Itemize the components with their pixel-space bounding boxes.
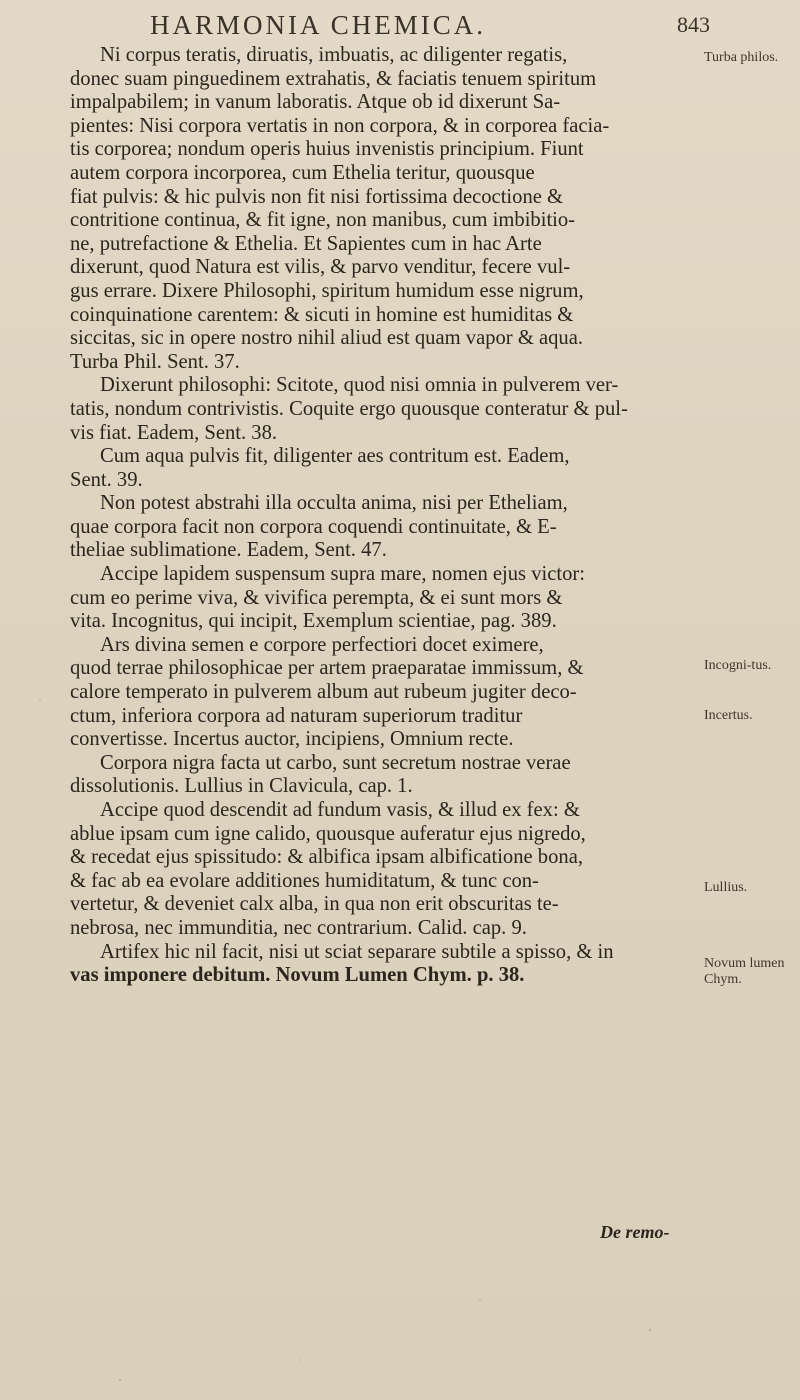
text-line: ne, putrefactione & Ethelia. Et Sapientes cum in hac Arte	[70, 232, 542, 255]
text-line: contritione continua, & fit igne, non manibus, cum imbibitio-	[70, 209, 576, 232]
text-line: vita. Incognitus, qui incipit, Exemplum scientiae, pag. 389.	[70, 610, 557, 633]
text-line: dixerunt, quod Natura est vilis, & parvo venditur, fecere vul-	[70, 256, 571, 279]
text-line: fiat pulvis: & hic pulvis non fit nisi fortissima decoctione &	[70, 185, 564, 208]
text-line: vas imponere debitum. Novum Lumen Chym. p. 38.	[70, 964, 525, 987]
text-line: dissolutionis. Lullius in Clavicula, cap. 1.	[70, 775, 413, 798]
page-number: 843	[677, 12, 710, 37]
text-line: Sent. 39.	[70, 468, 143, 491]
text-line: Accipe quod descendit ad fundum vasis, & illud ex fex: &	[100, 799, 580, 821]
text-line: ablue ipsam cum igne calido, quousque auferatur ejus nigredo,	[70, 822, 586, 845]
margin-note: Turba philos.	[704, 50, 779, 65]
text-line: & fac ab ea evolare additiones humiditatum, & tunc con-	[70, 869, 539, 892]
text-line: Cum aqua pulvis fit, diligenter aes contritum est. Eadem,	[100, 445, 570, 468]
text-line: nebrosa, nec immunditia, nec contrarium. Calid. cap. 9.	[70, 916, 527, 939]
text-line: tis corporea; nondum operis huius invenistis principium. Fiunt	[70, 138, 584, 161]
margin-note: Incogni-tus.	[704, 658, 772, 673]
text-line: ctum, inferiora corpora ad naturam superiorum traditur	[70, 704, 523, 727]
text-line: vis fiat. Eadem, Sent. 38.	[70, 421, 278, 444]
margin-note: Incertus.	[704, 708, 753, 723]
text-line: vertetur, & deveniet calx alba, in qua non erit obscuritas te-	[70, 893, 559, 916]
text-line: pientes: Nisi corpora vertatis in non corpora, & in corporea facia-	[70, 114, 610, 137]
running-title: HARMONIA CHEMICA.	[150, 10, 487, 40]
text-line: calore temperato in pulverem album aut rubeum jugiter deco-	[70, 681, 577, 704]
text-line: Artifex hic nil facit, nisi ut sciat separare subtile a spisso, & in	[100, 940, 614, 963]
text-line: impalpabilem; in vanum laboratis. Atque ob id dixerunt Sa-	[70, 91, 561, 114]
text-line: quod terrae philosophicae per artem praeparatae immissum, &	[70, 657, 584, 680]
text-line: donec suam pinguedinem extrahatis, & faciatis tenuem spiritum	[70, 67, 597, 90]
text-line: theliae sublimatione. Eadem, Sent. 47.	[70, 539, 387, 562]
text-line: Non potest abstrahi illa occulta anima, nisi per Etheliam,	[100, 492, 568, 515]
text-line: Ni corpus teratis, diruatis, imbuatis, ac diligenter regatis,	[100, 44, 568, 66]
text-line: Dixerunt philosophi: Scitote, quod nisi omnia in pulverem ver-	[100, 374, 619, 397]
text-line: Corpora nigra facta ut carbo, sunt secretum nostrae verae	[100, 751, 571, 774]
catchword: De remo-	[600, 1222, 670, 1242]
text-line: Turba Phil. Sent. 37.	[70, 350, 240, 373]
text-line: quae corpora facit non corpora coquendi continuitate, & E-	[70, 515, 557, 538]
margin-note: Novum lumen Chym.	[704, 956, 785, 987]
margin-note: Lullius.	[704, 880, 748, 895]
text-line: coinquinatione carentem: & sicuti in homine est humiditas &	[70, 303, 574, 326]
text-line: gus errare. Dixere Philosophi, spiritum humidum esse nigrum,	[70, 279, 584, 302]
text-line: tatis, nondum contrivistis. Coquite ergo quousque conteratur & pul-	[70, 397, 628, 420]
text-line: cum eo perime viva, & vivifica perempta, & ei sunt mors &	[70, 586, 563, 609]
text-line: & recedat ejus spissitudo: & albifica ipsam albificatione bona,	[70, 846, 583, 869]
text-line: siccitas, sic in opere nostro nihil aliud est quam vapor & aqua.	[70, 327, 584, 350]
text-line: Accipe lapidem suspensum supra mare, nomen ejus victor:	[100, 563, 585, 586]
text-line: Ars divina semen e corpore perfectiori docet eximere,	[100, 633, 544, 656]
text-line: autem corpora incorporea, cum Ethelia teritur, quousque	[70, 161, 535, 184]
text-line: convertisse. Incertus auctor, incipiens, Omnium recte.	[70, 728, 514, 751]
